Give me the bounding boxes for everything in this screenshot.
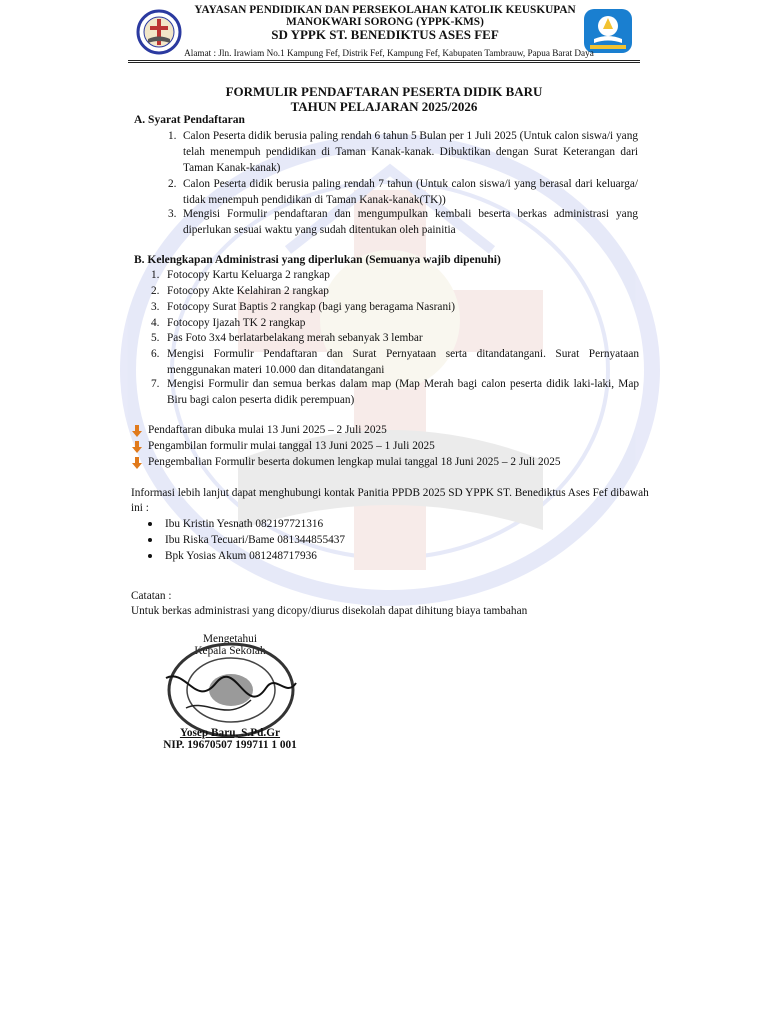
list-item: Fotocopy Akte Kelahiran 2 rangkap (167, 285, 329, 297)
acknowledged-label: Mengetahui (203, 633, 257, 645)
tut-wuri-handayani-logo-icon (584, 9, 632, 53)
list-number: 5. (151, 332, 160, 344)
list-number: 2. (151, 285, 160, 297)
foundation-name: YAYASAN PENDIDIKAN DAN PERSEKOLAHAN KATOLIK KEUSKUPAN (194, 4, 576, 16)
note-text: Untuk berkas administrasi yang dicopy/diurus disekolah dapat dihitung biaya tambahan (131, 605, 528, 617)
principal-name: Yosep Baru, S.Pd.Gr (179, 727, 281, 739)
list-item: Fotocopy Surat Baptis 2 rangkap (bagi yang beragama Nasrani) (167, 301, 455, 313)
foundation-logo-icon (136, 9, 182, 55)
arrow-down-icon (131, 425, 143, 437)
bullet-icon (148, 522, 152, 526)
contact-info-text: Informasi lebih lanjut dapat menghubungi kontak Panitia PPDB 2025 SD YPPK ST. Benediktus Ases Fef dibawah (131, 487, 649, 499)
note-label: Catatan : (131, 590, 172, 602)
contact-item: Ibu Kristin Yesnath 082197721316 (165, 518, 324, 530)
list-number: 1. (168, 130, 177, 142)
header-divider (128, 60, 640, 61)
schedule-item: Pengembalian Formulir beserta dokumen lengkap mulai tanggal 18 Juni 2025 – 2 Juli 2025 (148, 456, 561, 468)
list-number: 6. (151, 348, 160, 360)
list-number: 3. (168, 208, 177, 220)
arrow-down-icon (131, 441, 143, 453)
list-item: Calon Peserta didik berusia paling rendah 7 tahun (Untuk calon siswa/i yang berasal dari keluarga/ tidak menempuh pendidikan di Taman Kanak-kanak(TK)) (183, 178, 638, 206)
section-b-heading: B. Kelengkapan Administrasi yang diperlukan (Semuanya wajib dipenuhi) (134, 254, 501, 266)
list-number: 1. (151, 269, 160, 281)
contact-info-text-cont: ini : (131, 502, 149, 514)
contact-item: Ibu Riska Tecuari/Bame 081344855437 (165, 534, 346, 546)
list-item: Mengisi Formulir Pendaftaran dan Surat Pernyataan serta ditandatangani. Surat Pernyataan menggunakan materi 10.000 dan ditandatangani (167, 348, 639, 376)
schedule-item: Pendaftaran dibuka mulai 13 Juni 2025 – 2 Juli 2025 (148, 424, 387, 436)
section-a-heading: A. Syarat Pendaftaran (134, 114, 245, 126)
academic-year: TAHUN PELAJARAN 2025/2026 (290, 99, 478, 114)
form-title: FORMULIR PENDAFTARAN PESERTA DIDIK BARU (225, 84, 543, 99)
list-item: Mengisi Formulir dan semua berkas dalam map (Map Merah bagi calon peserta didik laki-laki, Map Biru bagi calon peserta didik perempuan) (167, 378, 639, 406)
arrow-down-icon (131, 457, 143, 469)
list-item: Mengisi Formulir pendaftaran dan mengumpulkan kembali beserta berkas administrasi yang diperlukan sesuai waktu yang sudah ditentukan oleh painitia (183, 208, 638, 236)
bullet-icon (148, 554, 152, 558)
foundation-subname: MANOKWARI SORONG (YPPK-KMS) (286, 16, 484, 28)
list-number: 2. (168, 178, 177, 190)
list-item: Fotocopy Ijazah TK 2 rangkap (167, 317, 306, 329)
list-number: 3. (151, 301, 160, 313)
contact-item: Bpk Yosias Akum 081248717936 (165, 550, 317, 562)
schedule-item: Pengambilan formulir mulai tanggal 13 Juni 2025 – 1 Juli 2025 (148, 440, 435, 452)
list-item: Fotocopy Kartu Keluarga 2 rangkap (167, 269, 330, 281)
list-number: 4. (151, 317, 160, 329)
principal-nip: NIP. 19670507 199711 1 001 (163, 739, 297, 751)
list-number: 7. (151, 378, 160, 390)
principal-label: Kepala Sekolah (194, 645, 266, 657)
bullet-icon (148, 538, 152, 542)
school-name: SD YPPK ST. BENEDIKTUS ASES FEF (271, 27, 499, 42)
header-divider-thin (128, 62, 640, 63)
list-item: Calon Peserta didik berusia paling rendah 6 tahun 5 Bulan per 1 Juli 2025 (Untuk calon siswa/i yang telah menempuh pendidikan di Taman Kanak-kanak. Dibuktikan dengan Surat Keterangan dari Taman Kanak-kanak) (183, 130, 638, 174)
school-address: Alamat : Jln. Irawiam No.1 Kampung Fef, Distrik Fef, Kampung Fef, Kabupaten Tambrauw, Papua Barat Daya (184, 48, 594, 58)
list-item: Pas Foto 3x4 berlatarbelakang merah sebanyak 3 lembar (167, 332, 423, 344)
